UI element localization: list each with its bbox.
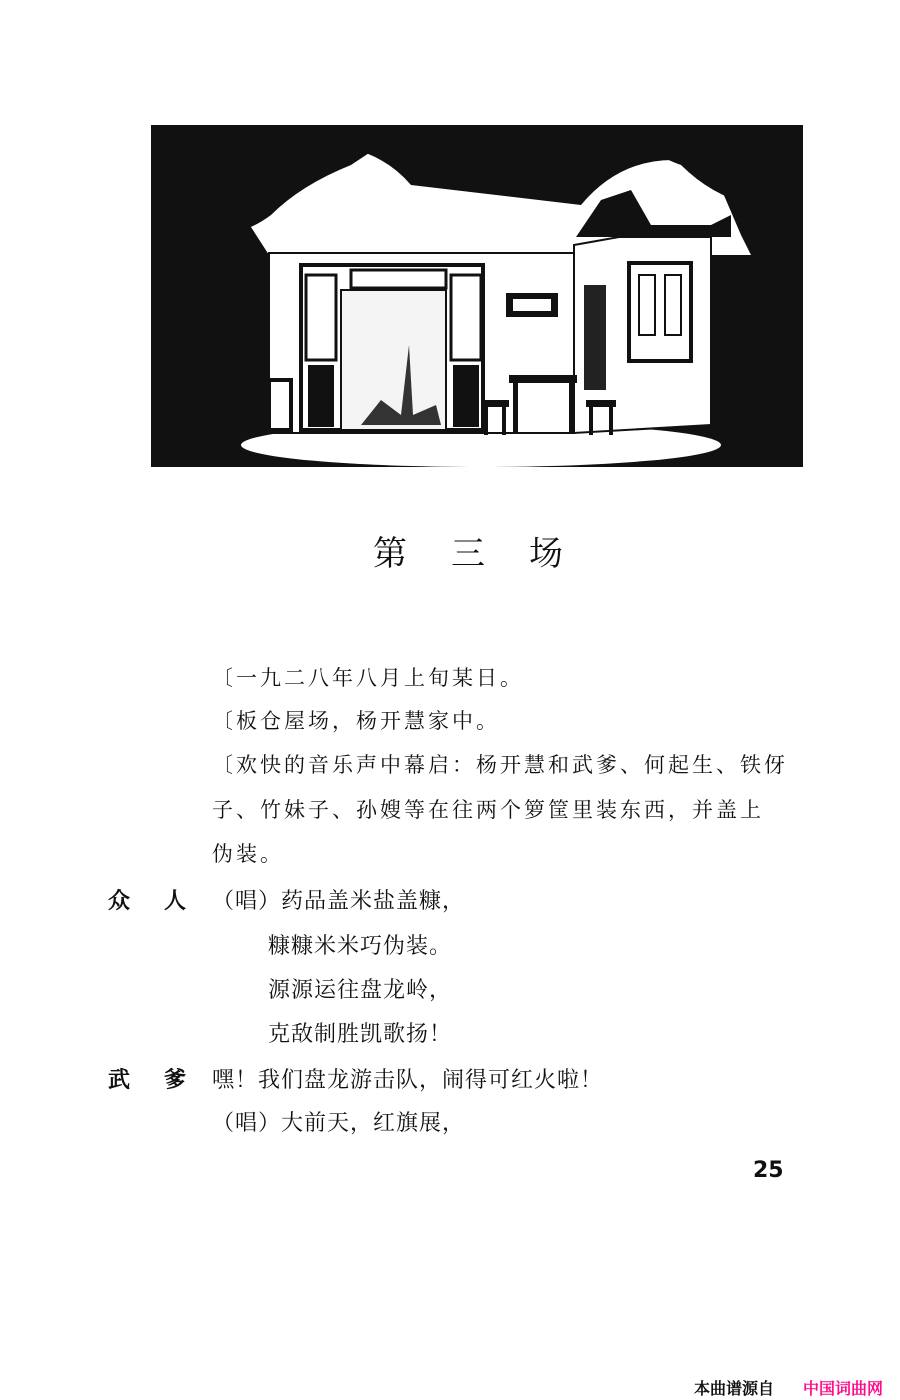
title-char: 场 (529, 534, 563, 574)
dialogue-line: 嘿！我们盘龙游击队，闹得可红火啦！ (212, 1068, 604, 1093)
speaker-label (108, 884, 186, 915)
stage-direction: 〔板仓屋场，杨开慧家中。 (212, 709, 500, 733)
title-char: 三 (451, 534, 485, 574)
watermark-prefix: 本曲谱源自 (694, 1379, 775, 1398)
stage-direction: 子、竹妹子、孙嫂等在往两个箩筐里装东西，并盖上 (212, 798, 764, 822)
page-number: 25 (753, 1158, 784, 1183)
stage-direction: 〔欢快的音乐声中幕启：杨开慧和武爹、何起生、铁伢 (212, 753, 788, 777)
speaker-char: 爹 (164, 1067, 187, 1093)
dialogue-line: 糠糠米米巧伪装。 (268, 934, 453, 959)
speaker-char: 人 (164, 888, 187, 914)
watermark-site-link[interactable]: 中国词曲网 (803, 1379, 884, 1398)
stage-set-illustration (151, 125, 803, 467)
dialogue-line: 源源运往盘龙岭， (268, 978, 453, 1003)
speaker-char: 武 (108, 1067, 131, 1093)
speaker-label (108, 1063, 186, 1094)
dialogue-line: 克敌制胜凯歌扬！ (268, 1022, 453, 1047)
dialogue-line: （唱）药品盖米盐盖糠， (212, 889, 466, 914)
stage-direction: 伪装。 (212, 842, 284, 866)
title-char: 第 (373, 534, 407, 574)
scene-title (0, 526, 900, 575)
speaker-char: 众 (108, 888, 131, 914)
dialogue-line: （唱）大前天，红旗展， (212, 1111, 466, 1136)
stage-direction: 〔一九二八年八月上旬某日。 (212, 666, 524, 690)
